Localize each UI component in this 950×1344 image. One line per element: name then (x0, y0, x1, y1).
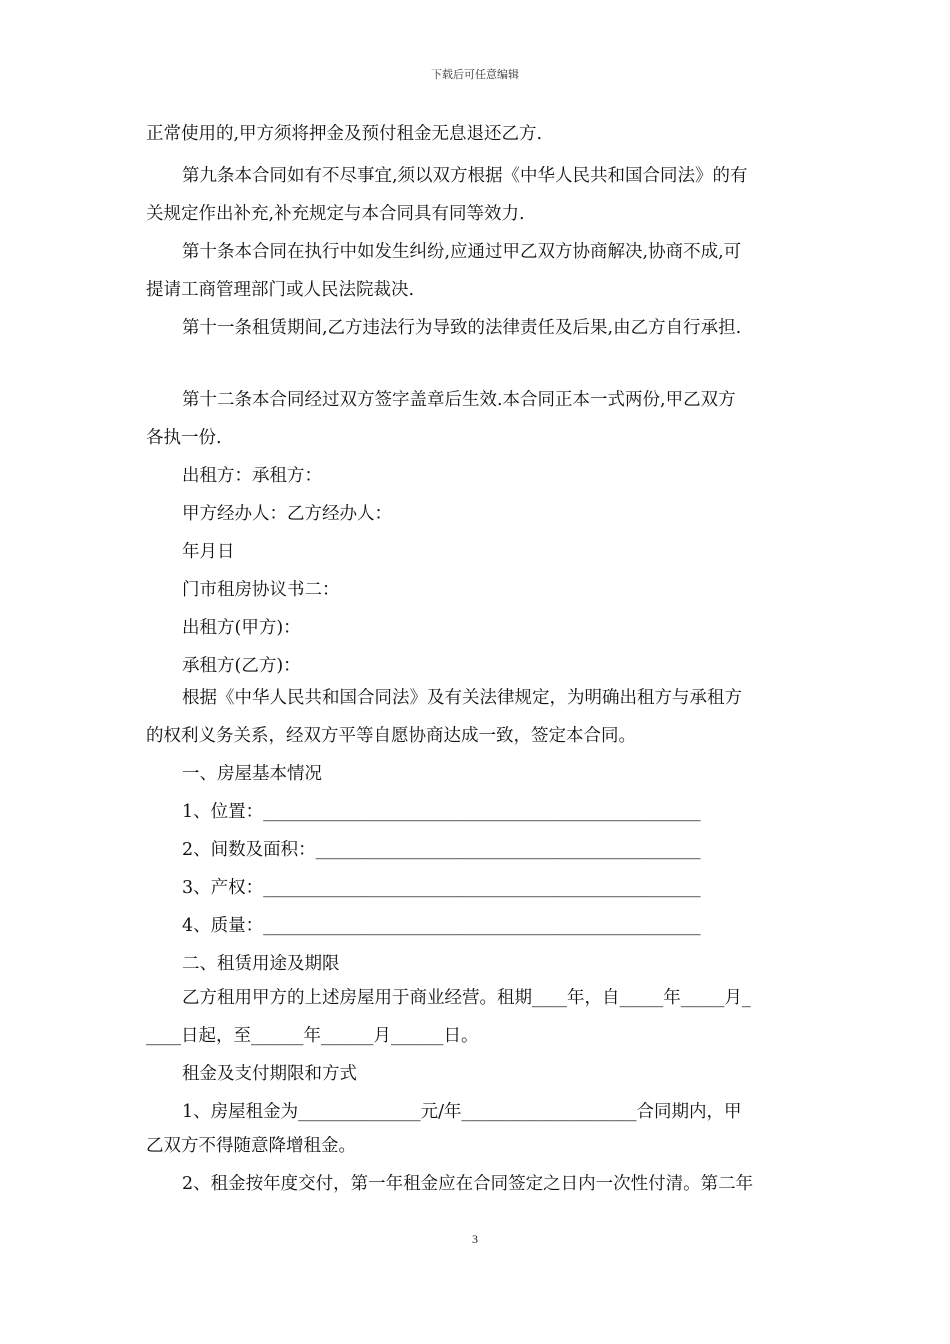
text-line: 租金及支付期限和方式 (182, 1064, 357, 1084)
text-line: ____日起，至______年______月______日。 (146, 1026, 479, 1046)
text-line: 提请工商管理部门或人民法院裁决. (146, 280, 415, 300)
text-line: 门市租房协议书二： (182, 580, 340, 600)
text-line: 3、产权：__________________________________________________ (182, 878, 701, 898)
text-line: 第十一条租赁期间,乙方违法行为导致的法律责任及后果,由乙方自行承担. (182, 318, 742, 338)
text-line: 各执一份. (146, 428, 222, 448)
text-line: 根据《中华人民共和国合同法》及有关法律规定，为明确出租方与承租方 (182, 688, 742, 708)
text-line: 出租方(甲方)： (182, 618, 301, 638)
text-line: 2、间数及面积：____________________________________________ (182, 840, 701, 860)
text-line: 正常使用的,甲方须将押金及预付租金无息退还乙方. (146, 124, 543, 144)
text-line: 1、位置：__________________________________________________ (182, 802, 701, 822)
text-line: 出租方：承租方： (182, 466, 322, 486)
text-line: 的权利义务关系，经双方平等自愿协商达成一致，签定本合同。 (146, 726, 636, 746)
text-line: 乙方租用甲方的上述房屋用于商业经营。租期____年，自_____年_____月_ (182, 988, 751, 1008)
text-line: 1、房屋租金为______________元/年____________________合同期内，甲 (182, 1102, 742, 1122)
text-line: 第十条本合同在执行中如发生纠纷,应通过甲乙双方协商解决,协商不成,可 (182, 242, 742, 262)
text-line: 乙双方不得随意降增租金。 (146, 1136, 356, 1156)
text-line: 二、租赁用途及期限 (182, 954, 340, 974)
text-line: 一、房屋基本情况 (182, 764, 322, 784)
text-line: 年月日 (182, 542, 235, 562)
text-line: 关规定作出补充,补充规定与本合同具有同等效力. (146, 204, 525, 224)
text-line: 4、质量：__________________________________________________ (182, 916, 701, 936)
page-number: 3 (472, 1232, 478, 1246)
text-line: 第十二条本合同经过双方签字盖章后生效.本合同正本一式两份,甲乙双方 (182, 390, 736, 410)
text-line: 第九条本合同如有不尽事宜,须以双方根据《中华人民共和国合同法》的有 (182, 166, 748, 186)
page-header: 下载后可任意编辑 (431, 68, 519, 81)
text-line: 甲方经办人：乙方经办人： (182, 504, 392, 524)
text-line: 承租方(乙方)： (182, 656, 301, 676)
text-line: 2、租金按年度交付，第一年租金应在合同签定之日内一次性付清。第二年 (182, 1174, 754, 1194)
